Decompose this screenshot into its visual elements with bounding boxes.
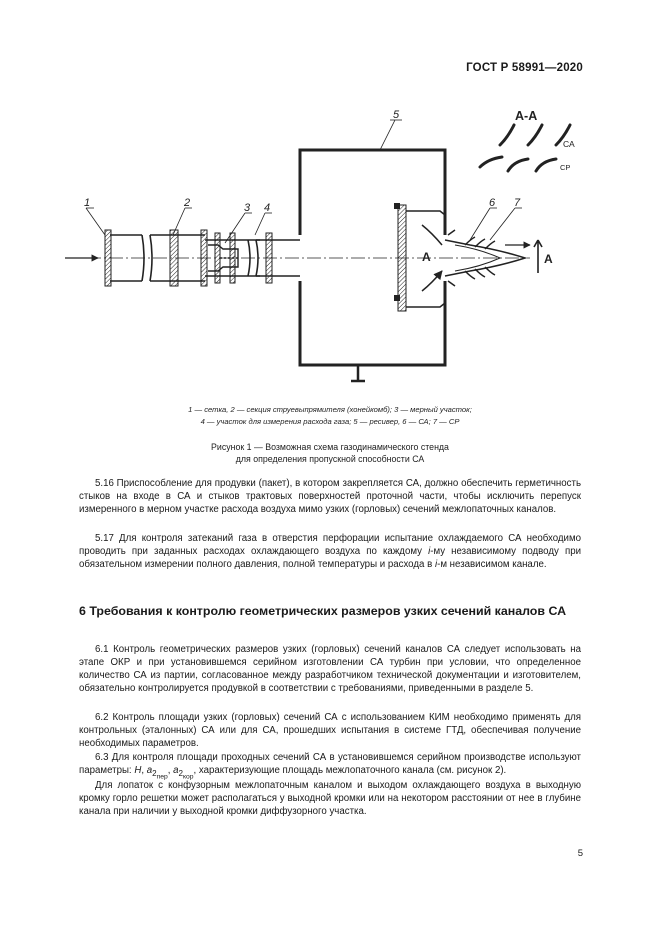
callout-7: 7 xyxy=(514,197,521,209)
param-separator-1: , xyxy=(141,765,147,777)
callout-5: 5 xyxy=(393,109,400,121)
callout-2: 2 xyxy=(184,197,191,209)
section-marks xyxy=(534,240,542,273)
figure-1-bench-schematic xyxy=(60,95,600,400)
section-mark-right: А xyxy=(544,252,553,266)
param-a2-kor: a xyxy=(173,765,179,777)
paragraph-6-3-part-b: , характеризующие площадь межлопаточного канала (см. рисунок 2). xyxy=(193,765,507,777)
paragraph-5-16: 5.16 Приспособление для продувки (пакет), в котором закрепляется СА, должно обеспечить герметичность стыков на входе в СА и стыков трактовых поверхностей проточной части, чтобы исключить перепуск измеренного в мерном участке расхода воздуха мимо узких (горловых) сечений межлопаточных каналов. xyxy=(79,478,581,516)
param-a2-per-subsub: пер xyxy=(156,773,168,781)
figure-legend xyxy=(60,404,600,428)
paragraph-6-2: 6.2 Контроль площади узких (горловых) сечений СА с использованием КИМ необходимо применять для контрольных (эталонных) СА или для СА, прошедших испытания в системе ГТД, обеспечивая получение необходимых параметров. xyxy=(79,712,581,750)
figure-legend-line-1: 1 — сетка, 2 — секция струевыпрямителя (хонейкомб); 3 — мерный участок; xyxy=(188,405,472,414)
paragraph-5-17-index-i: i xyxy=(428,546,431,558)
figure-caption xyxy=(60,441,600,465)
paragraph-6-3-continued: Для лопаток с конфузорным межлопаточным каналом и выходом охлаждающего воздуха в выходную кромку горло решетки может располагаться у выходной кромки или на некотором расстоянии от нее в глубине канала при наличии у выходной кромки диффузорного участка. xyxy=(79,780,581,818)
param-h: H xyxy=(134,765,142,777)
label-cp: СР xyxy=(560,163,571,172)
param-a2-kor-subsub: кор xyxy=(183,773,194,781)
figure-caption-line-1: Рисунок 1 — Возможная схема газодинамического стенда xyxy=(211,442,449,452)
section-mark-left: А xyxy=(422,250,431,264)
paragraph-6-1: 6.1 Контроль геометрических размеров узких (горловых) сечений каналов СА следует использовать на этапе ОКР и при установившемся серийном изготовлении СА турбин при условии, что определенное количество СА из партии, согласованное между разработчиком технической документации и изготовителем, обязательно контролируется продувкой в соответствии с требованиями, приведенными в разделе 5. xyxy=(79,644,581,695)
paragraph-5-17 xyxy=(79,532,581,571)
callout-4: 4 xyxy=(264,202,271,214)
paragraph-5-17-part-c: -м независимом канале. xyxy=(437,559,547,571)
callout-leaders xyxy=(86,120,522,243)
receiver-support xyxy=(351,365,365,381)
callout-3: 3 xyxy=(244,202,251,214)
paragraph-5-17-index-i-2: i xyxy=(434,559,438,571)
param-a2-per-sub: 2 xyxy=(152,769,157,779)
paragraph-5-17-part-b: -му независимому подводу при обязательном измерении полного давления, полной температуры и расхода в xyxy=(79,546,581,571)
section-6-title: 6 Требования к контролю геометрических размеров узких сечений каналов СА xyxy=(79,604,567,618)
paragraph-6-3-part-a: 6.3 Для контроля площади проходных сечений СА в установившемся серийном производстве используют параметры: xyxy=(79,752,581,777)
param-a2-per: a xyxy=(146,765,153,777)
nozzle-vane-fixture-6 xyxy=(394,203,445,311)
callout-6: 6 xyxy=(489,197,496,209)
standard-number: ГОСТ Р 58991—2020 xyxy=(466,62,583,74)
page-number: 5 xyxy=(577,848,583,859)
section-aa-profiles xyxy=(480,125,570,171)
paragraph-5-17-part-a: 5.17 Для контроля затеканий газа в отверстия перфорации испытание охлаждаемого СА необходимо проводить при заданных расходах охлаждающего воздуха по каждому xyxy=(79,533,581,558)
figure-caption-line-2: для определения пропускной способности СА xyxy=(235,454,425,464)
param-a2-kor-sub: 2 xyxy=(178,769,183,779)
label-ca: СА xyxy=(563,139,575,149)
param-separator-2: , xyxy=(167,765,174,777)
section-view-title: А-А xyxy=(515,109,538,123)
figure-legend-line-2: 4 — участок для измерения расхода газа; 5 — ресивер, 6 — СА; 7 — СР xyxy=(200,417,460,426)
callout-1: 1 xyxy=(84,197,91,209)
